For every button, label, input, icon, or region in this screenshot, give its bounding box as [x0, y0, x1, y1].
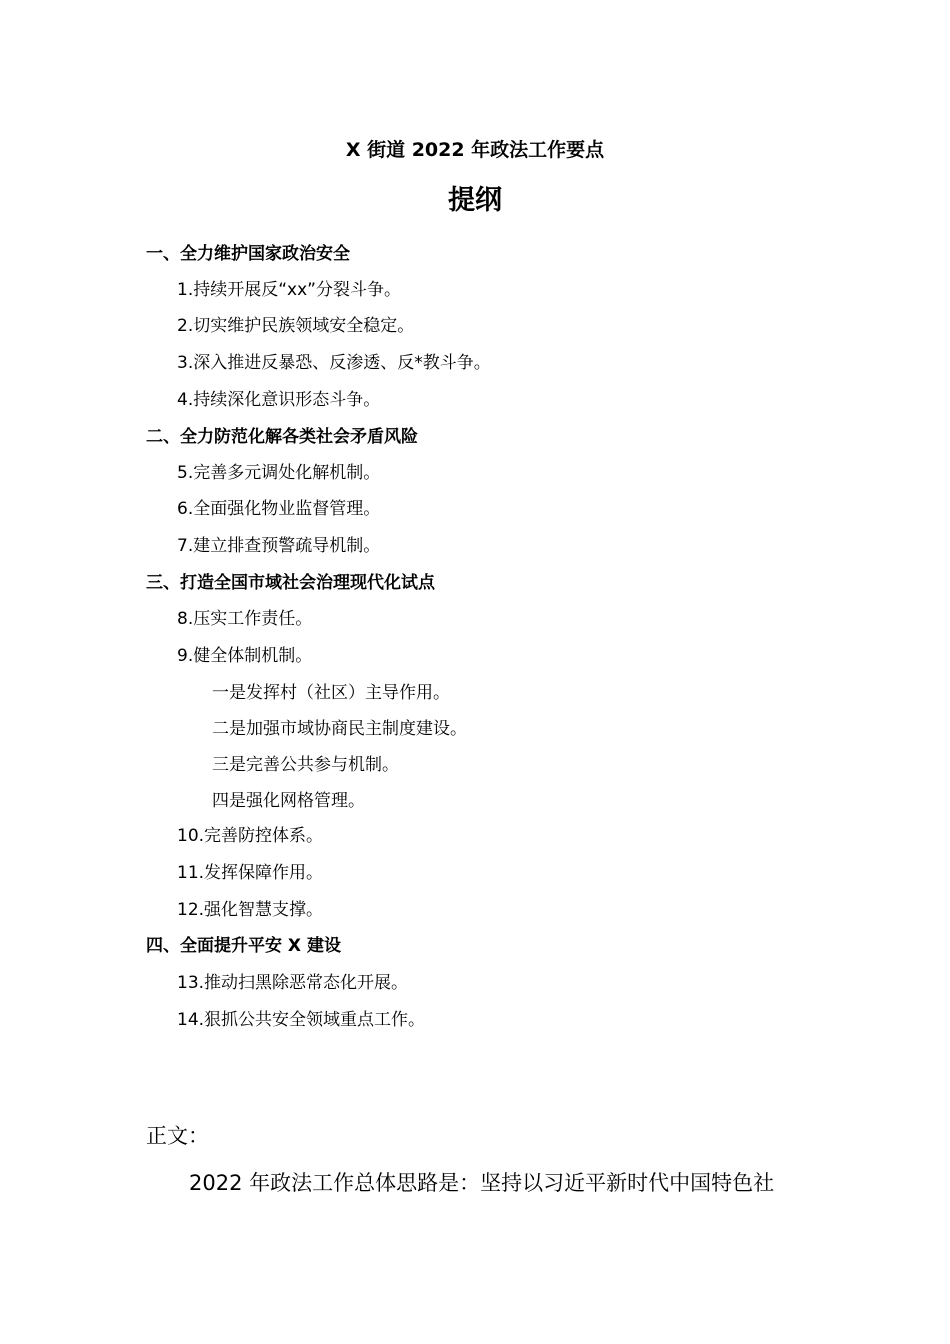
section-heading-4: 四、全面提升平安 X 建设	[146, 936, 341, 956]
outline-item-9: 9.健全体制机制。	[177, 646, 313, 666]
outline-item-2: 2.切实维护民族领域安全稳定。	[177, 316, 415, 336]
document-subtitle: 提纲	[448, 185, 502, 216]
outline-item-4: 4.持续深化意识形态斗争。	[177, 390, 381, 410]
outline-subitem-2: 二是加强市域协商民主制度建设。	[212, 719, 467, 739]
outline-item-7: 7.建立排查预警疏导机制。	[177, 536, 381, 556]
outline-item-12: 12.强化智慧支撑。	[177, 900, 324, 920]
outline-subitem-1: 一是发挥村（社区）主导作用。	[212, 683, 450, 703]
outline-item-14: 14.狠抓公共安全领域重点工作。	[177, 1010, 426, 1030]
outline-item-5: 5.完善多元调处化解机制。	[177, 463, 381, 483]
outline-subitem-4: 四是强化网格管理。	[212, 791, 365, 811]
document-title: X 街道 2022 年政法工作要点	[345, 139, 605, 161]
outline-item-10: 10.完善防控体系。	[177, 826, 324, 846]
outline-item-3: 3.深入推进反暴恐、反渗透、反*教斗争。	[177, 353, 491, 373]
outline-subitem-3: 三是完善公共参与机制。	[212, 755, 399, 775]
body-paragraph: 2022 年政法工作总体思路是：坚持以习近平新时代中国特色社	[189, 1171, 775, 1195]
outline-item-1: 1.持续开展反“xx”分裂斗争。	[177, 280, 401, 300]
outline-item-11: 11.发挥保障作用。	[177, 863, 324, 883]
section-heading-1: 一、全力维护国家政治安全	[146, 244, 350, 264]
section-heading-3: 三、打造全国市域社会治理现代化试点	[146, 573, 435, 593]
outline-item-13: 13.推动扫黑除恶常态化开展。	[177, 973, 409, 993]
section-heading-2: 二、全力防范化解各类社会矛盾风险	[146, 427, 418, 447]
outline-item-6: 6.全面强化物业监督管理。	[177, 499, 381, 519]
outline-item-8: 8.压实工作责任。	[177, 609, 313, 629]
body-heading: 正文：	[146, 1124, 209, 1148]
